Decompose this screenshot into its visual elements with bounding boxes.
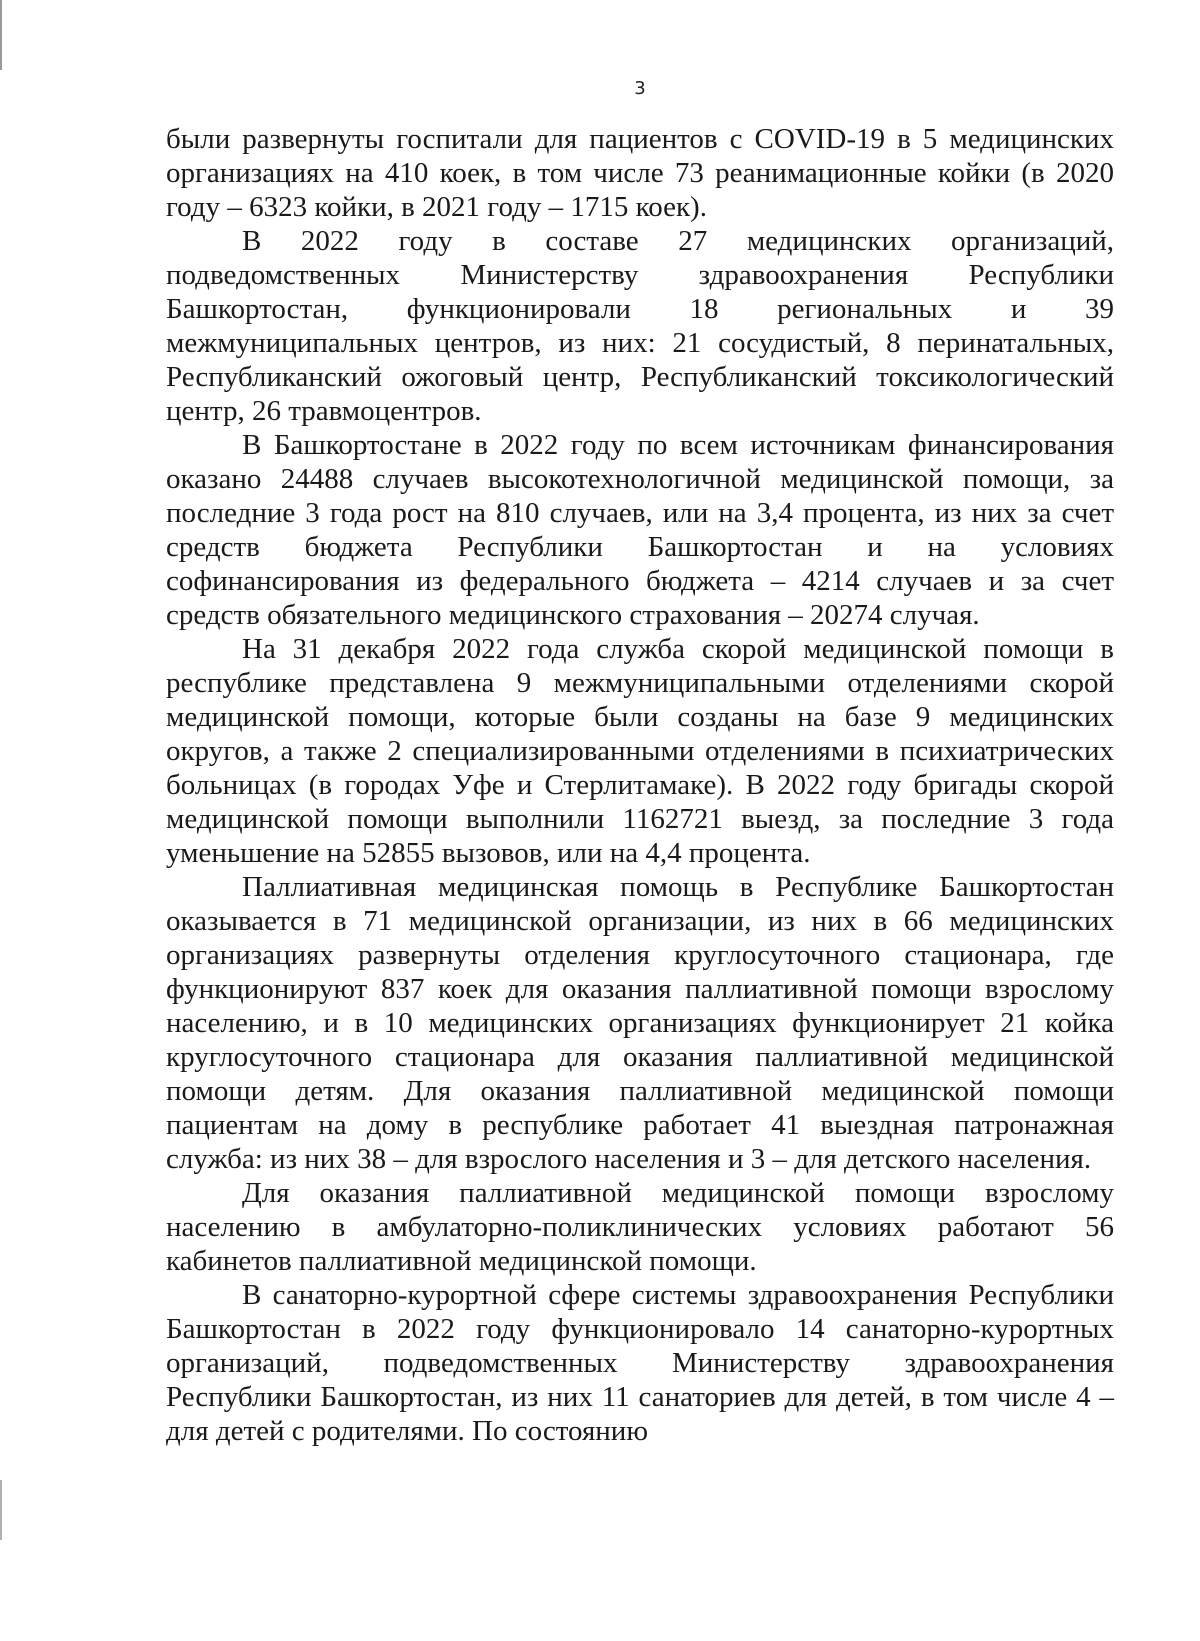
paragraph: В санаторно-курортной сфере системы здравоохранения Республики Башкортостан в 2022 году функционировало 14 санаторно-курортных организаций, подведомственных Министерству здравоохранения Республики Башкортостан, из них 11 санаториев для детей, в том числе 4 – для детей с родителями. По состоянию	[166, 1279, 1114, 1447]
document-body	[166, 122, 1114, 1448]
paragraph: На 31 декабря 2022 года служба скорой медицинской помощи в республике представлена 9 межмуниципальными отделениями скорой медицинской помощи, которые были созданы на базе 9 медицинских округов, а также 2 специализированными отделениями в психиатрических больницах (в городах Уфе и Стерлитамаке). В 2022 году бригады скорой медицинской помощи выполнили 1162721 выезд, за последние 3 года уменьшение на 52855 вызовов, или на 4,4 процента.	[166, 633, 1114, 869]
scan-edge-mark	[0, 0, 2, 70]
page-number: 3	[634, 78, 646, 99]
paragraph: были развернуты госпитали для пациентов с COVID-19 в 5 медицинских организациях на 410 коек, в том числе 73 реанимационные койки (в 2020 году – 6323 койки, в 2021 году – 1715 коек).	[166, 123, 1114, 223]
paragraph: В 2022 году в составе 27 медицинских организаций, подведомственных Министерству здравоохранения Республики Башкортостан, функционировали 18 региональных и 39 межмуниципальных центров, из них: 21 сосудистый, 8 перинатальных, Республиканский ожоговый центр, Республиканский токсикологический центр, 26 травмоцентров.	[166, 225, 1114, 427]
paragraph: Для оказания паллиативной медицинской помощи взрослому населению в амбулаторно-поликлинических условиях работают 56 кабинетов паллиативной медицинской помощи.	[166, 1177, 1114, 1277]
paragraph: В Башкортостане в 2022 году по всем источникам финансирования оказано 24488 случаев высокотехнологичной медицинской помощи, за последние 3 года рост на 810 случаев, или на 3,4 процента, из них за счет средств бюджета Республики Башкортостан и на условиях софинансирования из федерального бюджета – 4214 случаев и за счет средств обязательного медицинского страхования – 20274 случая.	[166, 429, 1114, 631]
paragraph: Паллиативная медицинская помощь в Республике Башкортостан оказывается в 71 медицинской организации, из них в 66 медицинских организациях развернуты отделения круглосуточного стационара, где функционируют 837 коек для оказания паллиативной помощи взрослому населению, и в 10 медицинских организациях функционирует 21 койка круглосуточного стационара для оказания паллиативной медицинской помощи детям. Для оказания паллиативной медицинской помощи пациентам на дому в республике работает 41 выездная патронажная служба: из них 38 – для взрослого населения и 3 – для детского населения.	[166, 871, 1114, 1175]
scan-edge-mark	[0, 1480, 2, 1540]
